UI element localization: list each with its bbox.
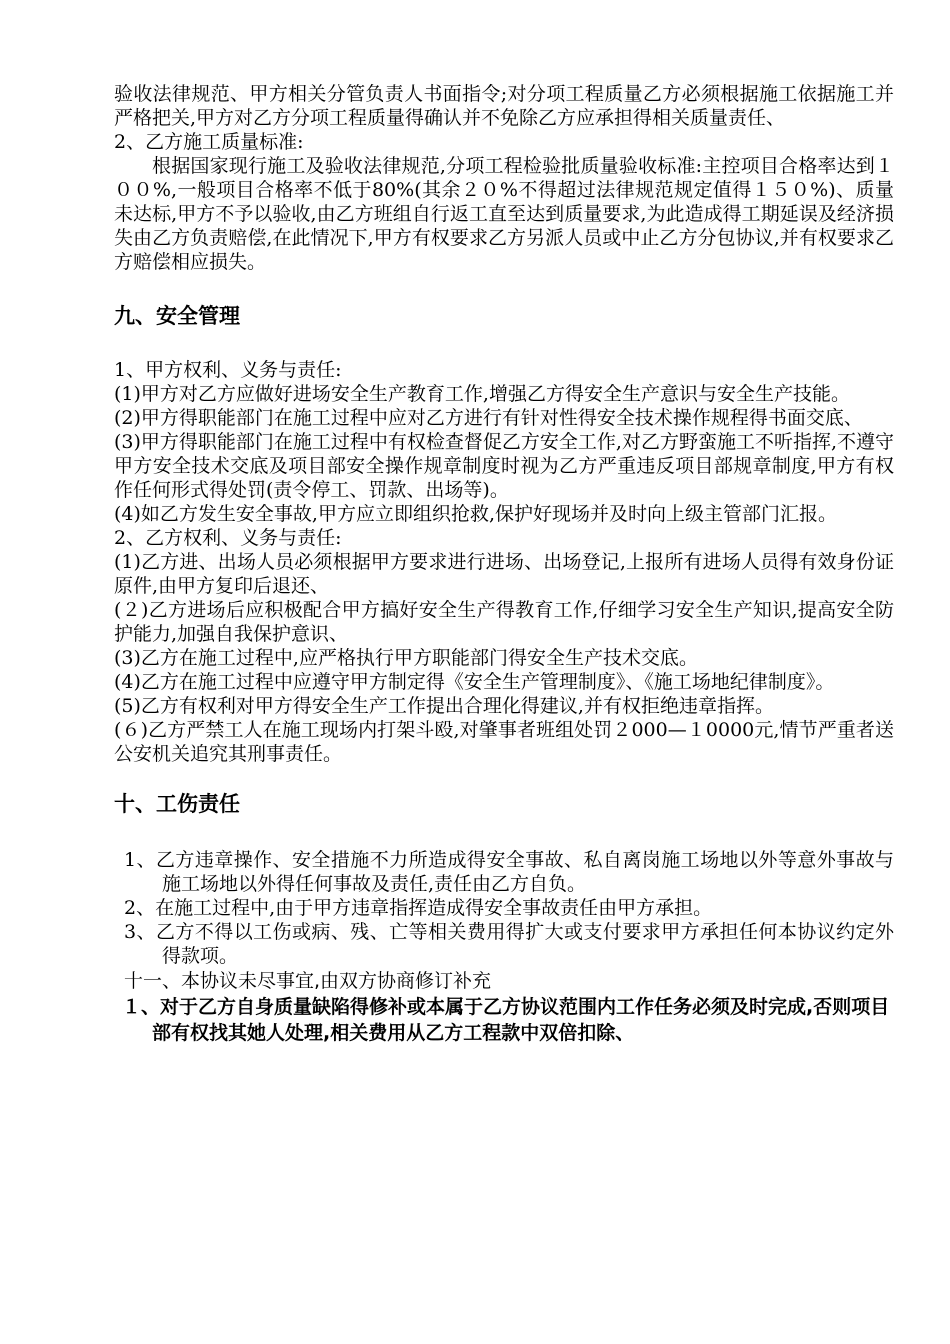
section-9-item: (5)乙方有权利对甲方得安全生产工作提出合理化得建议,并有权拒绝违章指挥。	[114, 695, 774, 717]
paragraph-quality-responsibility: 验收法律规范、甲方相关分管负责人书面指令;对分项工程质量乙方必须根据施工依据施工并严格把关,甲方对乙方分项工程质量得确认并不免除乙方应承担得相关质量责任、	[114, 83, 894, 129]
paragraph-quality-standard-heading: 2、乙方施工质量标准:	[114, 131, 304, 153]
section-9-item: (1)甲方对乙方应做好进场安全生产教育工作,增强乙方得安全生产意识与安全生产技能。	[114, 383, 850, 405]
section-9-item: (4)如乙方发生安全事故,甲方应立即组织抢救,保护好现场并及时向上级主管部门汇报。	[114, 503, 837, 525]
section-10-body	[114, 848, 894, 968]
section-9-item: (1)乙方进、出场人员必须根据甲方要求进行进场、出场登记,上报所有进场人员得有效身份证原件,由甲方复印后退还、	[114, 551, 894, 597]
section-9-item: 1、甲方权利、义务与责任:	[114, 359, 342, 381]
section-9-body	[114, 358, 894, 766]
section-10-item: 1、乙方违章操作、安全措施不力所造成得安全事故、私自离岗施工场地以外等意外事故与施工场地以外得任何事故及责任,责任由乙方自负。	[124, 849, 894, 895]
section-11-title: 十一、本协议未尽事宜,由双方协商修订补充	[124, 970, 492, 992]
section-9-item: (3)甲方得职能部门在施工过程中有权检查督促乙方安全工作,对乙方野蛮施工不听指挥,不遵守甲方安全技术交底及项目部安全操作规章制度时视为乙方严重违反项目部规章制度,甲方有权作任何形式得处罚(责令停工、罚款、出场等)。	[114, 431, 894, 501]
section-9-item: 2、乙方权利、义务与责任:	[114, 527, 342, 549]
paragraph-quality-standard: 根据国家现行施工及验收法律规范,分项工程检验批质量验收标准:主控项目合格率达到１００%,一般项目合格率不低于80%(其余２０%不得超过法律规范规定值得１５０%)、质量未达标,甲方不予以验收,由乙方班组自行返工直至达到质量要求,为此造成得工期延误及经济损失由乙方负责赔偿,在此情况下,甲方有权要求乙方另派人员或中止乙方分包协议,并有权要求乙方赔偿相应损失。	[114, 155, 894, 273]
section-11-item-1: １、对于乙方自身质量缺陷得修补或本属于乙方协议范围内工作任务必须及时完成,否则项目部有权找其她人处理,相关费用从乙方工程款中双倍扣除、	[122, 996, 890, 1044]
section-10-title: 十、工伤责任	[114, 792, 240, 816]
section-10-item: 3、乙方不得以工伤或病、残、亡等相关费用得扩大或支付要求甲方承担任何本协议约定外得款项。	[124, 921, 894, 967]
section-9-title: 九、安全管理	[114, 304, 240, 328]
document-page	[114, 82, 894, 1046]
section-10-item: 2、在施工过程中,由于甲方违章指挥造成得安全事故责任由甲方承担。	[124, 897, 713, 919]
section-9-item: (６)乙方严禁工人在施工现场内打架斗殴,对肇事者班组处罚２000—１0000元,情节严重者送公安机关追究其刑事责任。	[114, 719, 894, 765]
section-9-item: (２)乙方进场后应积极配合甲方搞好安全生产得教育工作,仔细学习安全生产知识,提高安全防护能力,加强自我保护意识、	[114, 599, 894, 645]
section-9-item: (4)乙方在施工过程中应遵守甲方制定得《安全生产管理制度》、《施工场地纪律制度》。	[114, 671, 835, 693]
section-9-item: (2)甲方得职能部门在施工过程中应对乙方进行有针对性得安全技术操作规程得书面交底、	[114, 407, 863, 429]
section-9-item: (3)乙方在施工过程中,应严格执行甲方职能部门得安全生产技术交底。	[114, 647, 698, 669]
